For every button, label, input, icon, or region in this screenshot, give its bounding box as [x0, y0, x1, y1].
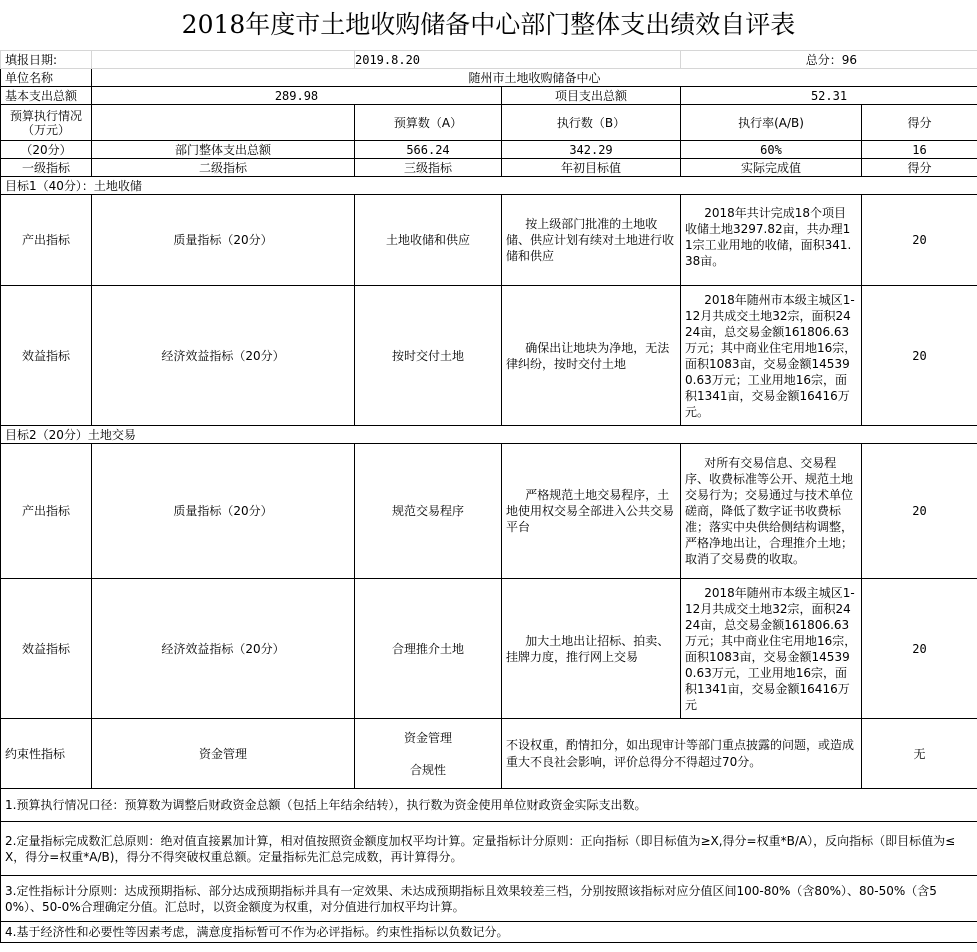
- table-row: [1, 579, 977, 719]
- g1r2-target: 确保出让地块为净地，无法律纠纷，按时交付土地: [502, 286, 681, 426]
- g2r2-l2: 经济效益指标（20分）: [92, 579, 355, 719]
- goal-2-label: 目标2（20分）土地交易: [1, 426, 977, 444]
- budget-exec-label: 预算执行情况（万元）: [1, 105, 92, 141]
- g2r2-target: 加大土地出让招标、拍卖、挂牌力度，推行网上交易: [502, 579, 681, 719]
- g2r1-l1: 产出指标: [1, 444, 92, 579]
- g1r1-l1: 产出指标: [1, 195, 92, 286]
- g1r2-l3: 按时交付土地: [355, 286, 502, 426]
- dept-exec: 342.29: [502, 141, 681, 159]
- constraint-desc: 不设权重，酌情扣分，如出现审计等部门重点披露的问题，或造成重大不良社会影响，评价总得分不得超过70分。: [502, 719, 862, 789]
- constraint-l3-compliance: 合规性: [409, 762, 446, 777]
- g2r1-l3: 规范交易程序: [355, 444, 502, 579]
- budget-exec-score: （20分）: [1, 141, 92, 159]
- unit-name: 随州市土地收购储备中心: [92, 69, 977, 87]
- g2r1-score: 20: [862, 444, 977, 579]
- g1r2-l2: 经济效益指标（20分）: [92, 286, 355, 426]
- unit-row: [1, 69, 977, 87]
- hdr-l3: 三级指标: [355, 159, 502, 177]
- hdr-l2: 二级指标: [92, 159, 355, 177]
- g1r1-actual: 2018年共计完成18个项目收储土地3297.82亩，共办理11宗工业用地的收储，面积341.38亩。: [681, 195, 862, 286]
- indicator-header-row: [1, 159, 977, 177]
- evaluation-table: [0, 50, 977, 943]
- fill-date-label: 填报日期:: [1, 51, 92, 69]
- g2r1-actual: 对所有交易信息、交易程序、收费标准等公开、规范土地交易行为；交易通过与技术单位磋商，降低了数字证书收费标准；落实中央供给侧结构调整，严格净地出让，合理推介土地；取消了交易费的收取。: [681, 444, 862, 579]
- col-score: 得分: [862, 105, 977, 141]
- constraint-score: 无: [862, 719, 977, 789]
- g2r2-actual: 2018年随州市本级主城区1-12月共成交土地32宗，面积2424亩，总交易金额161806.63万元；其中商业住宅用地16宗，面积1083亩，交易金额145390.63万元，工业用地16宗，面积1341亩，交易金额16416万元: [681, 579, 862, 719]
- g2r1-l2: 质量指标（20分）: [92, 444, 355, 579]
- g1r2-l1: 效益指标: [1, 286, 92, 426]
- table-row: [1, 444, 977, 579]
- hdr-score: 得分: [862, 159, 977, 177]
- note-4: 4.基于经济性和必要性等因素考虑，满意度指标暂可不作为必评指标。约束性指标以负数记分。: [1, 922, 977, 943]
- dept-total-row: [1, 141, 977, 159]
- hdr-l1: 一级指标: [1, 159, 92, 177]
- constraint-row: [1, 719, 977, 789]
- dept-total-label: 部门整体支出总额: [92, 141, 355, 159]
- fill-date-value: 2019.8.20: [355, 51, 681, 69]
- goal-1-row: [1, 177, 977, 195]
- total-score: 总分：96: [681, 51, 977, 69]
- expenditure-row: [1, 87, 977, 105]
- dept-score: 16: [862, 141, 977, 159]
- dept-budget: 566.24: [355, 141, 502, 159]
- g2r2-l3: 合理推介土地: [355, 579, 502, 719]
- note-row: [1, 822, 977, 876]
- note-1: 1.预算执行情况口径：预算数为调整后财政资金总额（包括上年结余结转），执行数为资金使用单位财政资金实际支出数。: [1, 789, 977, 822]
- note-3: 3.定性指标计分原则：达成预期指标、部分达成预期指标并具有一定效果、未达成预期指标且效果较差三档，分别按照该指标对应分值区间100-80%（含80%）、80-50%（含50%）、50-0%合理确定分值。汇总时，以资金额度为权重，对分值进行加权平均计算。: [1, 876, 977, 922]
- basic-exp-value: 289.98: [92, 87, 502, 105]
- table-row: [1, 195, 977, 286]
- budget-header-row: [1, 105, 977, 141]
- project-exp-value: 52.31: [681, 87, 977, 105]
- page-title: 2018年度市土地收购储备中心部门整体支出绩效自评表: [181, 10, 796, 39]
- g1r1-l3: 土地收储和供应: [355, 195, 502, 286]
- col-exec: 执行数（B）: [502, 105, 681, 141]
- table-row: [1, 286, 977, 426]
- g1r1-target: 按上级部门批准的土地收储、供应计划有续对土地进行收储和供应: [502, 195, 681, 286]
- hdr-actual: 实际完成值: [681, 159, 862, 177]
- g2r1-target: 严格规范土地交易程序，土地使用权交易全部进入公共交易平台: [502, 444, 681, 579]
- project-exp-label: 项目支出总额: [502, 87, 681, 105]
- hdr-target: 年初目标值: [502, 159, 681, 177]
- goal-1-label: 目标1（40分）：土地收储: [1, 177, 977, 195]
- constraint-l2: 资金管理: [92, 719, 355, 789]
- g1r1-l2: 质量指标（20分）: [92, 195, 355, 286]
- note-row: [1, 789, 977, 822]
- fill-date-row: [1, 51, 977, 69]
- goal-2-row: [1, 426, 977, 444]
- g1r2-score: 20: [862, 286, 977, 426]
- g2r2-l1: 效益指标: [1, 579, 92, 719]
- note-2: 2.定量指标完成数汇总原则：绝对值直接累加计算，相对值按照资金额度加权平均计算。定量指标计分原则：正向指标（即目标值为≥X,得分=权重*B/A），反向指标（即目标值为≤X，得分=权重*A/B)，得分不得突破权重总额。定量指标先汇总完成数，再计算得分。: [1, 822, 977, 876]
- dept-rate: 60%: [681, 141, 862, 159]
- basic-exp-label: 基本支出总额: [1, 87, 92, 105]
- col-rate: 执行率(A/B): [681, 105, 862, 141]
- g1r2-actual: 2018年随州市本级主城区1-12月共成交土地32宗，面积2424亩，总交易金额161806.63万元；其中商业住宅用地16宗，面积1083亩，交易金额145390.63万元；工业用地16宗，面积1341亩，交易金额16416万元。: [681, 286, 862, 426]
- unit-label: 单位名称: [1, 69, 92, 87]
- note-row: [1, 876, 977, 922]
- constraint-l3-fund: 资金管理: [403, 730, 452, 745]
- constraint-l1: 约束性指标: [1, 719, 92, 789]
- col-budget: 预算数（A）: [355, 105, 502, 141]
- note-row: [1, 922, 977, 943]
- g1r1-score: 20: [862, 195, 977, 286]
- g2r2-score: 20: [862, 579, 977, 719]
